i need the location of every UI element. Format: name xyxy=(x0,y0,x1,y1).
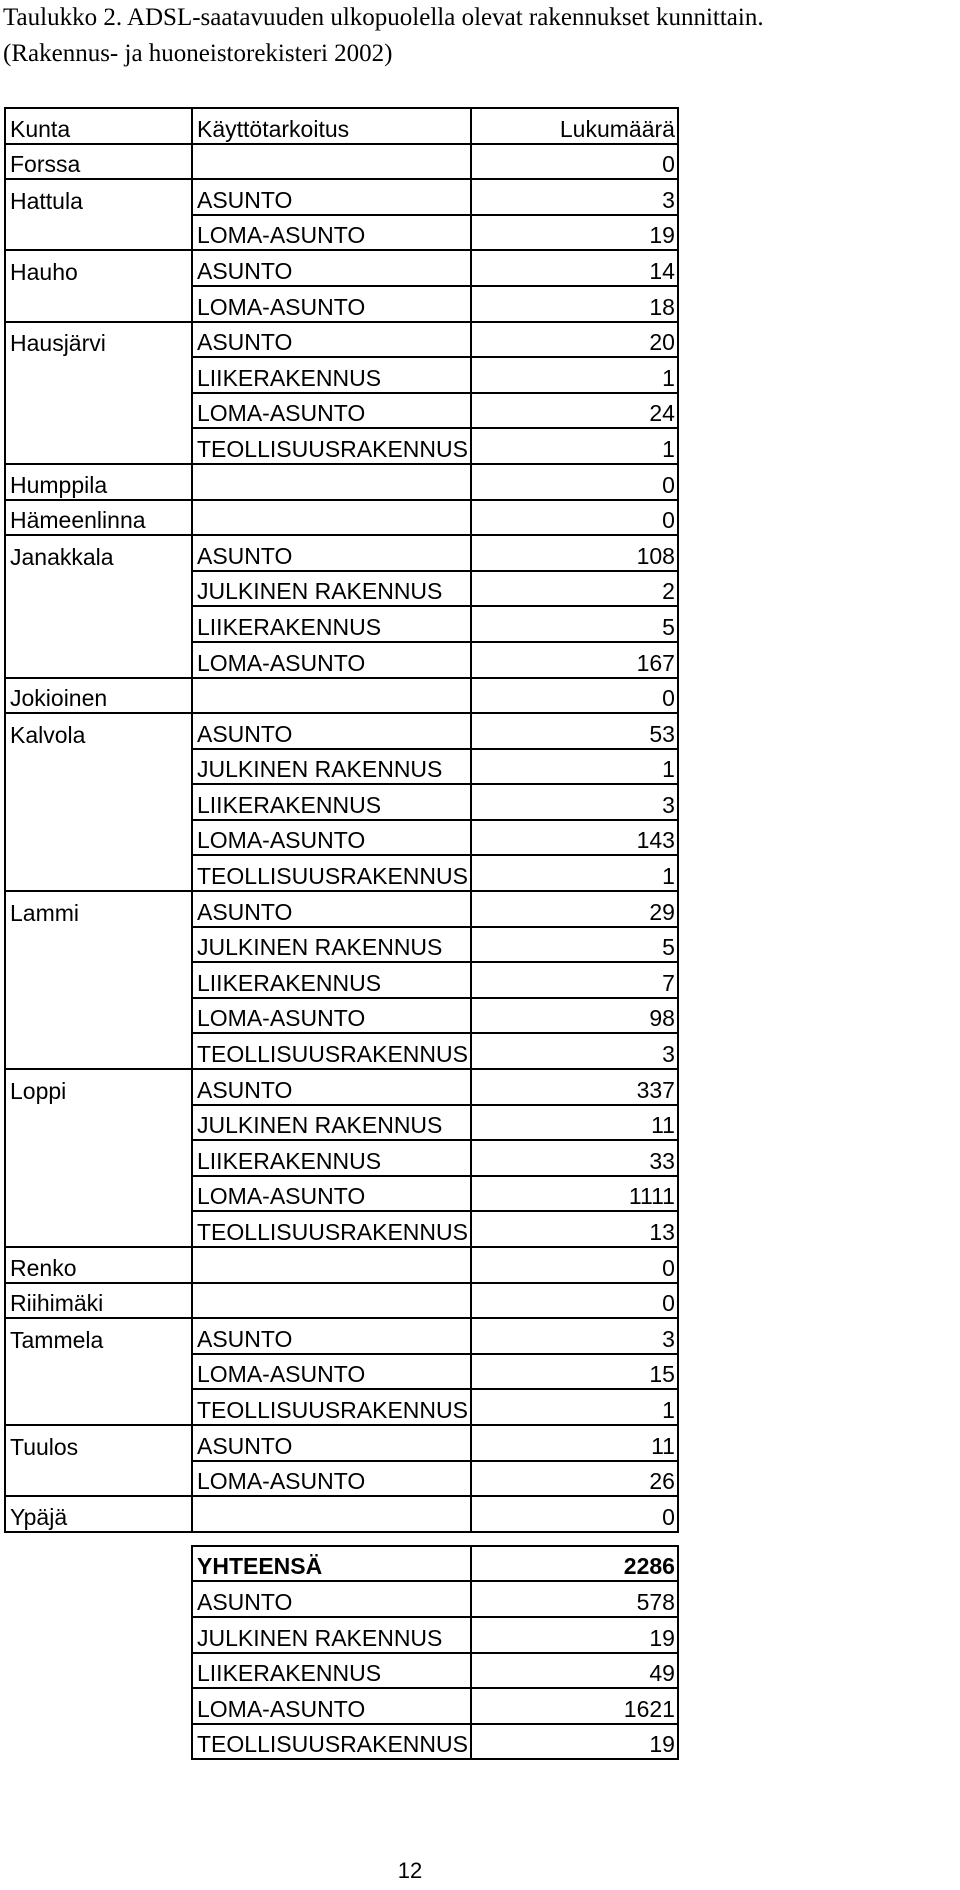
kayttotarkoitus-cell: LOMA-ASUNTO xyxy=(192,286,471,322)
kunta-cell xyxy=(5,606,192,642)
table-row xyxy=(5,1354,678,1390)
kunta-cell xyxy=(5,286,192,322)
table-row xyxy=(5,1247,678,1283)
lukumaara-cell: 3 xyxy=(471,1033,678,1069)
totals-empty-cell xyxy=(5,1688,192,1724)
kayttotarkoitus-cell: ASUNTO xyxy=(192,1425,471,1461)
table-row xyxy=(5,535,678,571)
kayttotarkoitus-cell: LOMA-ASUNTO xyxy=(192,1354,471,1390)
kunta-cell xyxy=(5,1211,192,1247)
kunta-cell: Ypäjä xyxy=(5,1496,192,1532)
table-row xyxy=(5,855,678,891)
kayttotarkoitus-cell: LOMA-ASUNTO xyxy=(192,393,471,429)
table-row xyxy=(5,179,678,215)
kunta-cell xyxy=(5,1105,192,1141)
totals-lukumaara: 49 xyxy=(471,1653,678,1689)
table-row xyxy=(5,1176,678,1212)
lukumaara-cell: 1 xyxy=(471,749,678,785)
table-row xyxy=(5,606,678,642)
spacer-cell xyxy=(192,1532,471,1546)
kayttotarkoitus-cell: LOMA-ASUNTO xyxy=(192,998,471,1034)
caption-line-2: (Rakennus- ja huoneistorekisteri 2002) xyxy=(3,40,393,67)
kayttotarkoitus-cell: ASUNTO xyxy=(192,535,471,571)
lukumaara-cell: 26 xyxy=(471,1461,678,1497)
lukumaara-cell: 11 xyxy=(471,1105,678,1141)
kayttotarkoitus-cell: TEOLLISUUSRAKENNUS xyxy=(192,1389,471,1425)
kunta-cell xyxy=(5,998,192,1034)
totals-kayttotarkoitus: LIIKERAKENNUS xyxy=(192,1653,471,1689)
table-row xyxy=(5,784,678,820)
table-row xyxy=(5,357,678,393)
caption-line-1: Taulukko 2. ADSL-saatavuuden ulkopuolella olevat rakennukset kunnittain. xyxy=(3,4,764,31)
table-row xyxy=(5,713,678,749)
lukumaara-cell: 1 xyxy=(471,1389,678,1425)
totals-empty-cell xyxy=(5,1617,192,1653)
table-row xyxy=(5,998,678,1034)
kunta-cell xyxy=(5,820,192,856)
kunta-cell xyxy=(5,962,192,998)
kayttotarkoitus-cell: TEOLLISUUSRAKENNUS xyxy=(192,1211,471,1247)
lukumaara-cell: 15 xyxy=(471,1354,678,1390)
kayttotarkoitus-cell: TEOLLISUUSRAKENNUS xyxy=(192,1033,471,1069)
kunta-cell: Kalvola xyxy=(5,713,192,749)
lukumaara-cell: 5 xyxy=(471,927,678,963)
kayttotarkoitus-cell xyxy=(192,1283,471,1319)
table-row xyxy=(5,1318,678,1354)
kunta-cell: Jokioinen xyxy=(5,678,192,714)
totals-empty-cell xyxy=(5,1653,192,1689)
lukumaara-cell: 33 xyxy=(471,1140,678,1176)
kunta-cell xyxy=(5,357,192,393)
kayttotarkoitus-cell: LIIKERAKENNUS xyxy=(192,962,471,998)
kayttotarkoitus-cell xyxy=(192,144,471,180)
table-row xyxy=(5,1425,678,1461)
kunta-cell: Renko xyxy=(5,1247,192,1283)
buildings-table xyxy=(4,107,679,1760)
table-row xyxy=(5,642,678,678)
totals-row xyxy=(5,1581,678,1617)
totals-row xyxy=(5,1724,678,1760)
header-kunta: Kunta xyxy=(5,108,192,144)
kunta-cell: Lammi xyxy=(5,891,192,927)
kunta-cell xyxy=(5,855,192,891)
kunta-cell xyxy=(5,927,192,963)
table-row xyxy=(5,1496,678,1532)
kayttotarkoitus-cell: LOMA-ASUNTO xyxy=(192,642,471,678)
lukumaara-cell: 5 xyxy=(471,606,678,642)
table-row xyxy=(5,1283,678,1319)
totals-kayttotarkoitus: ASUNTO xyxy=(192,1581,471,1617)
kunta-cell xyxy=(5,784,192,820)
spacer-cell xyxy=(5,1532,192,1546)
lukumaara-cell: 29 xyxy=(471,891,678,927)
kunta-cell xyxy=(5,1354,192,1390)
table-row xyxy=(5,428,678,464)
kayttotarkoitus-cell: JULKINEN RAKENNUS xyxy=(192,571,471,607)
totals-lukumaara: 1621 xyxy=(471,1688,678,1724)
kunta-cell xyxy=(5,1140,192,1176)
lukumaara-cell: 3 xyxy=(471,784,678,820)
table-row xyxy=(5,1211,678,1247)
kunta-cell xyxy=(5,1033,192,1069)
lukumaara-cell: 3 xyxy=(471,1318,678,1354)
kayttotarkoitus-cell: ASUNTO xyxy=(192,1069,471,1105)
kunta-cell: Tuulos xyxy=(5,1425,192,1461)
table-row xyxy=(5,1033,678,1069)
lukumaara-cell: 53 xyxy=(471,713,678,749)
header-lukumaara: Lukumäärä xyxy=(471,108,678,144)
kunta-cell: Riihimäki xyxy=(5,1283,192,1319)
kayttotarkoitus-cell xyxy=(192,500,471,536)
header-kayttotarkoitus: Käyttötarkoitus xyxy=(192,108,471,144)
lukumaara-cell: 13 xyxy=(471,1211,678,1247)
totals-kayttotarkoitus: LOMA-ASUNTO xyxy=(192,1688,471,1724)
kunta-cell: Janakkala xyxy=(5,535,192,571)
table-row xyxy=(5,962,678,998)
lukumaara-cell: 11 xyxy=(471,1425,678,1461)
lukumaara-cell: 24 xyxy=(471,393,678,429)
kayttotarkoitus-cell: JULKINEN RAKENNUS xyxy=(192,927,471,963)
table-row xyxy=(5,393,678,429)
table-row xyxy=(5,250,678,286)
totals-lukumaara: 19 xyxy=(471,1724,678,1760)
kunta-cell xyxy=(5,749,192,785)
table-row xyxy=(5,500,678,536)
kunta-cell xyxy=(5,428,192,464)
totals-row xyxy=(5,1688,678,1724)
page-number: 12 xyxy=(397,1858,423,1883)
kayttotarkoitus-cell: LIIKERAKENNUS xyxy=(192,357,471,393)
lukumaara-cell: 0 xyxy=(471,144,678,180)
totals-header-row xyxy=(5,1546,678,1582)
table-row xyxy=(5,144,678,180)
kayttotarkoitus-cell: LIIKERAKENNUS xyxy=(192,784,471,820)
table-row xyxy=(5,322,678,358)
totals-value: 2286 xyxy=(471,1546,678,1582)
table-row xyxy=(5,820,678,856)
kunta-cell xyxy=(5,393,192,429)
lukumaara-cell: 7 xyxy=(471,962,678,998)
lukumaara-cell: 0 xyxy=(471,464,678,500)
kunta-cell: Hattula xyxy=(5,179,192,215)
kayttotarkoitus-cell: JULKINEN RAKENNUS xyxy=(192,1105,471,1141)
header-row xyxy=(5,108,678,144)
lukumaara-cell: 1 xyxy=(471,855,678,891)
lukumaara-cell: 0 xyxy=(471,1496,678,1532)
kunta-cell: Tammela xyxy=(5,1318,192,1354)
totals-row xyxy=(5,1617,678,1653)
kunta-cell: Hauho xyxy=(5,250,192,286)
table-row xyxy=(5,678,678,714)
totals-label: YHTEENSÄ xyxy=(192,1546,471,1582)
table-row xyxy=(5,215,678,251)
lukumaara-cell: 143 xyxy=(471,820,678,856)
kayttotarkoitus-cell: ASUNTO xyxy=(192,250,471,286)
kunta-cell xyxy=(5,1389,192,1425)
kayttotarkoitus-cell: LIIKERAKENNUS xyxy=(192,1140,471,1176)
totals-kayttotarkoitus: JULKINEN RAKENNUS xyxy=(192,1617,471,1653)
totals-row xyxy=(5,1653,678,1689)
kayttotarkoitus-cell: TEOLLISUUSRAKENNUS xyxy=(192,855,471,891)
lukumaara-cell: 0 xyxy=(471,500,678,536)
kayttotarkoitus-cell xyxy=(192,678,471,714)
kunta-cell: Forssa xyxy=(5,144,192,180)
lukumaara-cell: 2 xyxy=(471,571,678,607)
kayttotarkoitus-cell: LOMA-ASUNTO xyxy=(192,215,471,251)
spacer-cell xyxy=(471,1532,678,1546)
kayttotarkoitus-cell xyxy=(192,1247,471,1283)
totals-empty-cell xyxy=(5,1546,192,1582)
lukumaara-cell: 0 xyxy=(471,1283,678,1319)
kayttotarkoitus-cell: LOMA-ASUNTO xyxy=(192,1461,471,1497)
kayttotarkoitus-cell: LIIKERAKENNUS xyxy=(192,606,471,642)
kayttotarkoitus-cell: ASUNTO xyxy=(192,179,471,215)
kunta-cell: Hausjärvi xyxy=(5,322,192,358)
table-body xyxy=(5,108,678,1759)
lukumaara-cell: 1 xyxy=(471,357,678,393)
totals-lukumaara: 578 xyxy=(471,1581,678,1617)
lukumaara-cell: 337 xyxy=(471,1069,678,1105)
spacer-row xyxy=(5,1532,678,1546)
table-row xyxy=(5,891,678,927)
lukumaara-cell: 167 xyxy=(471,642,678,678)
lukumaara-cell: 0 xyxy=(471,678,678,714)
kayttotarkoitus-cell: ASUNTO xyxy=(192,1318,471,1354)
table-row xyxy=(5,464,678,500)
totals-kayttotarkoitus: TEOLLISUUSRAKENNUS xyxy=(192,1724,471,1760)
kunta-cell xyxy=(5,1461,192,1497)
lukumaara-cell: 1 xyxy=(471,428,678,464)
lukumaara-cell: 108 xyxy=(471,535,678,571)
kayttotarkoitus-cell: LOMA-ASUNTO xyxy=(192,1176,471,1212)
lukumaara-cell: 19 xyxy=(471,215,678,251)
lukumaara-cell: 0 xyxy=(471,1247,678,1283)
kayttotarkoitus-cell xyxy=(192,464,471,500)
lukumaara-cell: 1111 xyxy=(471,1176,678,1212)
table-row xyxy=(5,286,678,322)
totals-empty-cell xyxy=(5,1724,192,1760)
lukumaara-cell: 18 xyxy=(471,286,678,322)
kayttotarkoitus-cell xyxy=(192,1496,471,1532)
kunta-cell xyxy=(5,1176,192,1212)
kayttotarkoitus-cell: ASUNTO xyxy=(192,713,471,749)
lukumaara-cell: 20 xyxy=(471,322,678,358)
totals-empty-cell xyxy=(5,1581,192,1617)
totals-lukumaara: 19 xyxy=(471,1617,678,1653)
kunta-cell: Hämeenlinna xyxy=(5,500,192,536)
table-row xyxy=(5,927,678,963)
lukumaara-cell: 3 xyxy=(471,179,678,215)
kayttotarkoitus-cell: ASUNTO xyxy=(192,322,471,358)
table-row xyxy=(5,571,678,607)
lukumaara-cell: 98 xyxy=(471,998,678,1034)
kayttotarkoitus-cell: LOMA-ASUNTO xyxy=(192,820,471,856)
kunta-cell: Loppi xyxy=(5,1069,192,1105)
table-caption xyxy=(3,0,953,72)
table-row xyxy=(5,1069,678,1105)
table-row xyxy=(5,1389,678,1425)
kunta-cell: Humppila xyxy=(5,464,192,500)
table-row xyxy=(5,1105,678,1141)
table-row xyxy=(5,1140,678,1176)
table-row xyxy=(5,1461,678,1497)
lukumaara-cell: 14 xyxy=(471,250,678,286)
kayttotarkoitus-cell: ASUNTO xyxy=(192,891,471,927)
kayttotarkoitus-cell: TEOLLISUUSRAKENNUS xyxy=(192,428,471,464)
table-row xyxy=(5,749,678,785)
kunta-cell xyxy=(5,215,192,251)
kayttotarkoitus-cell: JULKINEN RAKENNUS xyxy=(192,749,471,785)
kunta-cell xyxy=(5,571,192,607)
kunta-cell xyxy=(5,642,192,678)
